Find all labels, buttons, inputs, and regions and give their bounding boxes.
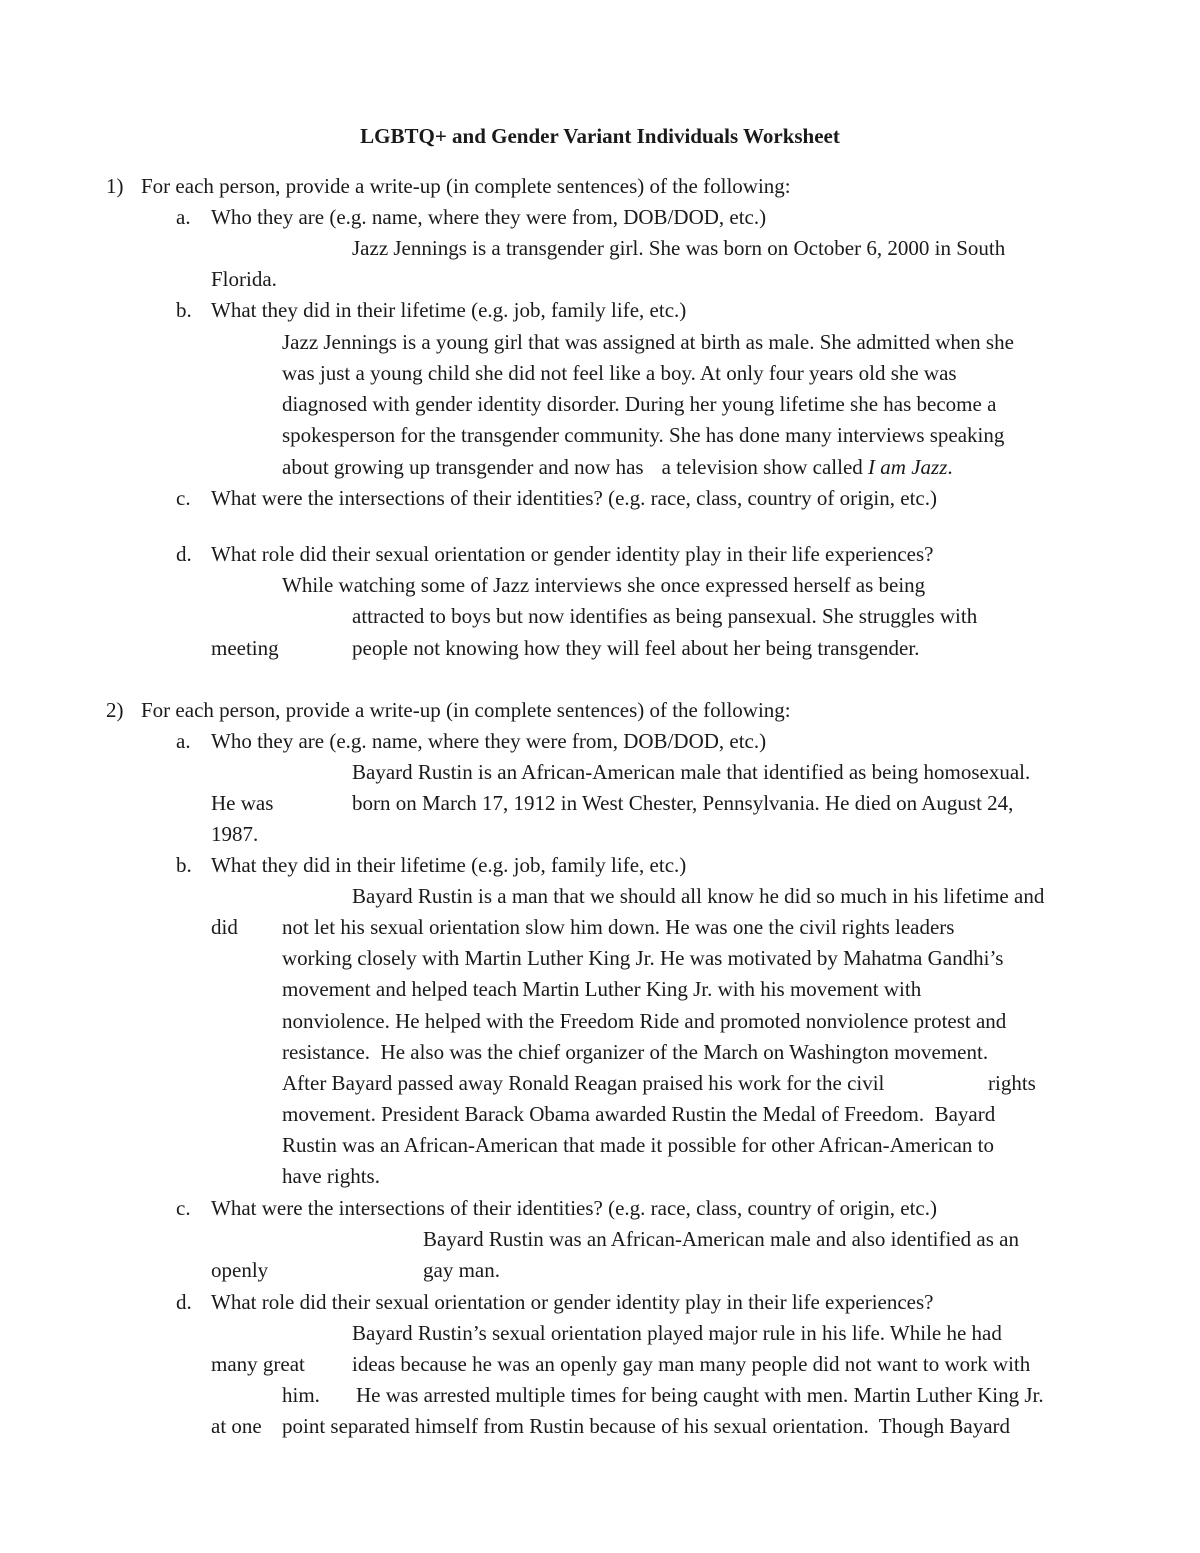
q2d-prompt: What role did their sexual orientation or gender identity play in their life experiences? [211, 1290, 934, 1314]
q2b-answer-line: Rustin was an African-American that made it possible for other African-American to [282, 1133, 995, 1157]
q2d-answer-line: point separated himself from Rustin because of his sexual orientation. Though Bayard [282, 1414, 1011, 1438]
q1b-answer-line: diagnosed with gender identity disorder. During her young lifetime she has become a [282, 392, 997, 416]
q1b-answer-text: a television show called [661, 455, 863, 479]
q2b-answer-line: rights [988, 1071, 1036, 1095]
q1c-prompt: What were the intersections of their identities? (e.g. race, class, country of origin, etc.) [211, 486, 937, 510]
q2-prompt: For each person, provide a write-up (in complete sentences) of the following: [141, 698, 791, 722]
q2b-answer-line: working closely with Martin Luther King Jr. He was motivated by Mahatma Gandhi’s [282, 946, 1004, 970]
q2b-answer-line: did [211, 915, 238, 939]
q2c-letter: c. [176, 1196, 191, 1220]
q1a-letter: a. [176, 205, 191, 229]
q2d-answer-line: him. [282, 1383, 320, 1407]
q2d-answer-line: at one [211, 1414, 262, 1438]
page-title: LGBTQ+ and Gender Variant Individuals Worksheet [360, 124, 840, 148]
q1d-answer-line: While watching some of Jazz interviews she once expressed herself as being [282, 573, 926, 597]
q2c-answer-line: openly [211, 1258, 269, 1282]
q2c-prompt: What were the intersections of their identities? (e.g. race, class, country of origin, etc.) [211, 1196, 937, 1220]
q1b-answer-text: about growing up transgender and now has [282, 455, 644, 479]
q2d-answer-line: Bayard Rustin’s sexual orientation played major rule in his life. While he had [352, 1321, 1002, 1345]
q2b-answer-line: After Bayard passed away Ronald Reagan praised his work for the civil [282, 1071, 885, 1095]
q2a-answer-line: 1987. [211, 822, 259, 846]
q1b-letter: b. [176, 298, 192, 322]
q1a-answer-line: Jazz Jennings is a transgender girl. She was born on October 6, 2000 in South [352, 236, 1006, 260]
q2a-answer-line: He was [211, 791, 274, 815]
q2-number: 2) [106, 698, 124, 722]
q2a-letter: a. [176, 729, 191, 753]
q1b-answer-text: . [947, 455, 953, 479]
q1b-answer-line: was just a young child she did not feel like a boy. At only four years old she was [282, 361, 957, 385]
q2b-prompt: What they did in their lifetime (e.g. job, family life, etc.) [211, 853, 687, 877]
q2c-answer-line: gay man. [423, 1258, 500, 1282]
q1b-answer-line [282, 453, 953, 481]
q1c-letter: c. [176, 486, 191, 510]
q2c-answer-line: Bayard Rustin was an African-American male and also identified as an [423, 1227, 1019, 1251]
q1b-answer-line: Jazz Jennings is a young girl that was assigned at birth as male. She admitted when she [282, 330, 1014, 354]
q1a-answer-line: Florida. [211, 267, 277, 291]
q2a-answer-line: Bayard Rustin is an African-American male that identified as being homosexual. [352, 760, 1031, 784]
q1d-answer-line: meeting [211, 636, 279, 660]
q2b-answer-line: movement. President Barack Obama awarded Rustin the Medal of Freedom. Bayard [282, 1102, 996, 1126]
q2b-answer-line: nonviolence. He helped with the Freedom Ride and promoted nonviolence protest and [282, 1009, 1007, 1033]
show-title: I am Jazz [868, 455, 948, 479]
q1b-answer-line: spokesperson for the transgender community. She has done many interviews speaking [282, 423, 1005, 447]
q1b-prompt: What they did in their lifetime (e.g. job, family life, etc.) [211, 298, 687, 322]
q2d-letter: d. [176, 1290, 192, 1314]
q2b-answer-line: Bayard Rustin is a man that we should all know he did so much in his lifetime and [352, 884, 1045, 908]
q2d-answer-line: ideas because he was an openly gay man many people did not want to work with [352, 1352, 1031, 1376]
q1-prompt: For each person, provide a write-up (in complete sentences) of the following: [141, 174, 791, 198]
q2a-answer-line: born on March 17, 1912 in West Chester, Pennsylvania. He died on August 24, [352, 791, 1014, 815]
q2b-answer-line: resistance. He also was the chief organizer of the March on Washington movement. [282, 1040, 989, 1064]
q2d-answer-line: He was arrested multiple times for being caught with men. Martin Luther King Jr. [356, 1383, 1044, 1407]
q2b-letter: b. [176, 853, 192, 877]
q2b-answer-line: have rights. [282, 1164, 380, 1188]
q2a-prompt: Who they are (e.g. name, where they were from, DOB/DOD, etc.) [211, 729, 767, 753]
q1d-letter: d. [176, 542, 192, 566]
q1d-answer-line: people not knowing how they will feel about her being transgender. [352, 636, 920, 660]
q1-number: 1) [106, 174, 124, 198]
q1d-prompt: What role did their sexual orientation or gender identity play in their life experiences? [211, 542, 934, 566]
q2b-answer-line: not let his sexual orientation slow him down. He was one the civil rights leaders [282, 915, 955, 939]
q2d-answer-line: many great [211, 1352, 305, 1376]
q1d-answer-line: attracted to boys but now identifies as being pansexual. She struggles with [352, 604, 978, 628]
q1a-prompt: Who they are (e.g. name, where they were from, DOB/DOD, etc.) [211, 205, 767, 229]
q2b-answer-line: movement and helped teach Martin Luther King Jr. with his movement with [282, 977, 922, 1001]
